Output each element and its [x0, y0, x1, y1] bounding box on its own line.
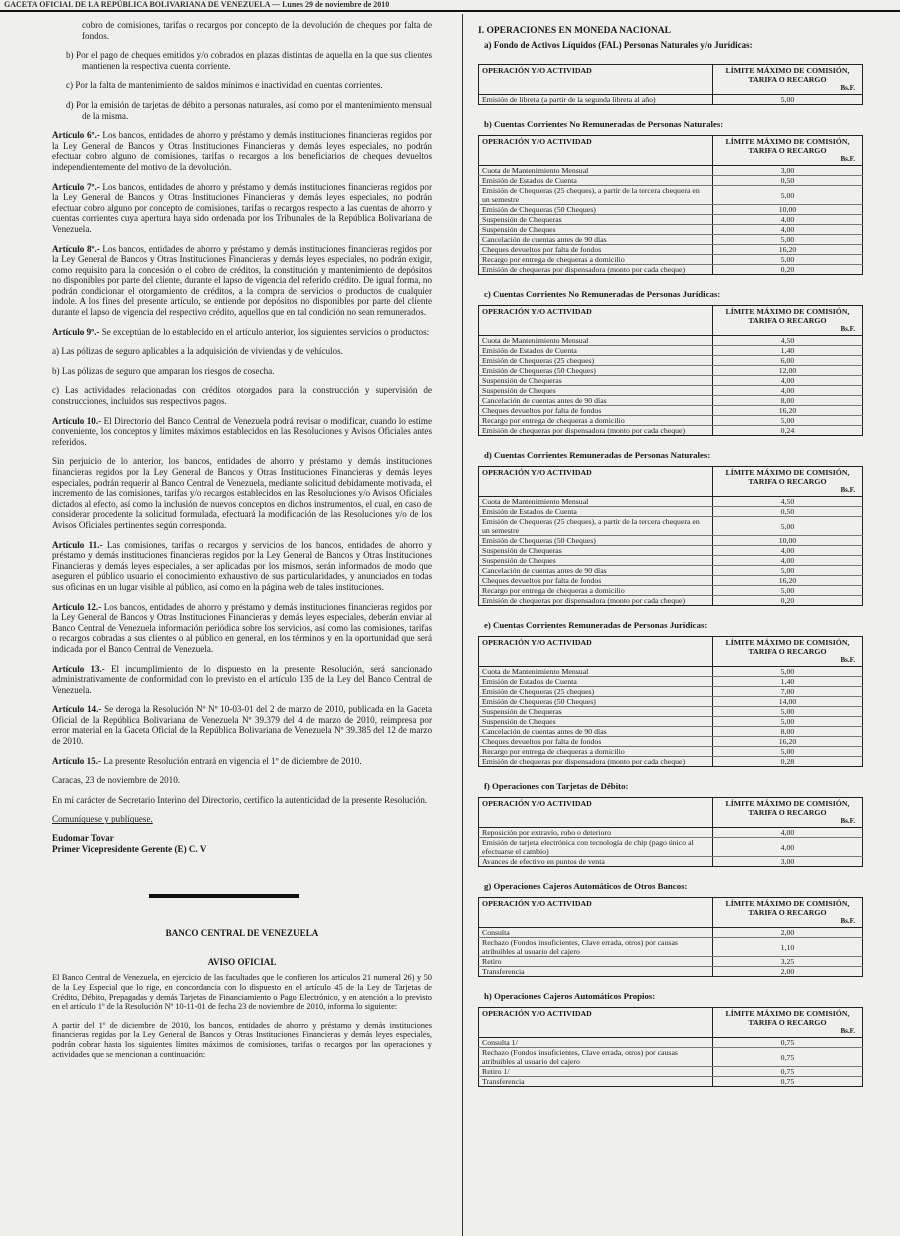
table-row [479, 586, 863, 596]
table-row [479, 386, 863, 396]
table-row [479, 727, 863, 737]
comuniquese: Comuníquese y publíquese. [52, 814, 153, 825]
fee-value-cell: 3,00 [713, 857, 863, 867]
table-row [479, 697, 863, 707]
table-row [479, 1048, 863, 1067]
table-row [479, 857, 863, 867]
fee-value-cell: 0,20 [713, 265, 863, 275]
column-header-operation: OPERACIÓN Y/O ACTIVIDAD [479, 65, 713, 95]
article-7: Artículo 7º.- Los bancos, entidades de ahorro y préstamo y demás instituciones financieras regidos por la Ley General de Bancos y Otras Instituciones Financieras y demás leyes especiales, no podrán efectuar cobro alguno por concepto de comisiones, tarifas o recargos respecto a las cuentas de ahorro y cuentas corrientes cuya apertura haya sido ordenada por los Tribunales de la República Bolivariana de Venezuela. [52, 181, 433, 234]
table-row [479, 346, 863, 356]
column-header-limit: LÍMITE MÁXIMO DE COMISIÓN, TARIFA O RECARGO Bs.F. [713, 798, 863, 828]
table-row [479, 967, 863, 977]
operation-cell: Emisión de Estados de Cuenta [479, 507, 713, 517]
fee-value-cell: 2,00 [713, 928, 863, 938]
article-10: Artículo 10.- El Directorio del Banco Central de Venezuela podrá revisar o modificar, cuando lo estime conveniente, los conceptos y límites máximos establecidos en las Resoluciones y Avisos Oficiales antes referidos. [52, 415, 433, 447]
operation-cell: Emisión de Estados de Cuenta [479, 346, 713, 356]
fee-table-wrapper [478, 797, 863, 867]
currency-unit: Bs.F. [840, 656, 855, 664]
column-header-operation: OPERACIÓN Y/O ACTIVIDAD [479, 467, 713, 497]
operation-cell: Cheques devueltos por falta de fondos [479, 245, 713, 255]
column-header-limit: LÍMITE MÁXIMO DE COMISIÓN, TARIFA O RECARGO Bs.F. [713, 467, 863, 497]
operation-cell: Consulta 1/ [479, 1038, 713, 1048]
table-row [479, 687, 863, 697]
table-row [479, 707, 863, 717]
fee-value-cell: 4,00 [713, 215, 863, 225]
operation-cell: Emisión de tarjeta electrónica con tecnología de chip (pago único al efectuarse el cambio) [479, 838, 713, 857]
fee-value-cell: 2,00 [713, 967, 863, 977]
operation-cell: Rechazo (Fondos insuficientes, Clave errada, otros) por causas atribuibles al usuario del cajero [479, 938, 713, 957]
fee-value-cell: 5,00 [713, 517, 863, 536]
table-row [479, 186, 863, 205]
operation-cell: Recargo por entrega de chequeras a domicilio [479, 255, 713, 265]
table-row [479, 747, 863, 757]
fee-value-cell: 10,00 [713, 536, 863, 546]
fee-value-cell: 0,20 [713, 596, 863, 606]
fee-value-cell: 0,75 [713, 1038, 863, 1048]
page-running-header: GACETA OFICIAL DE LA REPÚBLICA BOLIVARIANA DE VENEZUELA — Lunes 29 de noviembre de 2010 [0, 0, 900, 12]
fee-table-wrapper [478, 466, 863, 606]
table-heading: c) Cuentas Corrientes No Remuneradas de Personas Jurídicas: [484, 289, 721, 299]
fee-table-wrapper [478, 897, 863, 977]
fee-value-cell: 8,00 [713, 396, 863, 406]
operation-cell: Cancelación de cuentas antes de 90 días [479, 235, 713, 245]
bank-title: BANCO CENTRAL DE VENEZUELA [165, 928, 319, 939]
table-row [479, 255, 863, 265]
column-divider [462, 14, 463, 1236]
fee-value-cell: 5,00 [713, 416, 863, 426]
table-row [479, 235, 863, 245]
fee-value-cell: 1,40 [713, 677, 863, 687]
fee-value-cell: 4,00 [713, 376, 863, 386]
table-row [479, 396, 863, 406]
operation-cell: Cancelación de cuentas antes de 90 días [479, 566, 713, 576]
operation-cell: Suspensión de Cheques [479, 225, 713, 235]
currency-unit: Bs.F. [840, 325, 855, 333]
operation-cell: Emisión de Chequeras (25 cheques) [479, 687, 713, 697]
fee-value-cell: 6,00 [713, 356, 863, 366]
operation-cell: Consulta [479, 928, 713, 938]
signer-title: Primer Vicepresidente Gerente (E) C. V [52, 843, 207, 854]
table-heading: h) Operaciones Cajeros Automáticos Propios: [484, 991, 656, 1001]
column-header-limit: LÍMITE MÁXIMO DE COMISIÓN, TARIFA O RECARGO Bs.F. [713, 65, 863, 95]
fee-value-cell: 3,25 [713, 957, 863, 967]
fee-table [478, 797, 863, 867]
column-header-limit: LÍMITE MÁXIMO DE COMISIÓN, TARIFA O RECARGO Bs.F. [713, 637, 863, 667]
fee-value-cell: 3,00 [713, 166, 863, 176]
operation-cell: Emisión de chequeras por dispensadora (monto por cada cheque) [479, 757, 713, 767]
operation-cell: Suspensión de Chequeras [479, 707, 713, 717]
article-13: Artículo 13.- El incumplimiento de lo dispuesto en la presente Resolución, será sancionado administrativamente de conformidad con lo previsto en el artículo 135 de la Ley del Banco Central de Venezuela. [52, 663, 432, 695]
table-row [479, 667, 863, 677]
operation-cell: Cuota de Mantenimiento Mensual [479, 667, 713, 677]
table-header-row [479, 65, 863, 95]
table-row [479, 556, 863, 566]
table-heading: f) Operaciones con Tarjetas de Débito: [484, 781, 629, 791]
table-row [479, 576, 863, 586]
list-item-c: c) Por la falta de mantenimiento de saldos mínimos e inactividad en cuentas corrientes. [66, 80, 383, 91]
article-15: Artículo 15.- La presente Resolución entrará en vigencia el 1º de diciembre de 2010. [52, 755, 362, 766]
fee-value-cell: 14,00 [713, 697, 863, 707]
table-row [479, 215, 863, 225]
fee-value-cell: 4,50 [713, 336, 863, 346]
table-row [479, 497, 863, 507]
column-header-operation: OPERACIÓN Y/O ACTIVIDAD [479, 306, 713, 336]
aviso-paragraph-2: A partir del 1º de diciembre de 2010, los bancos, entidades de ahorro y préstamo y demás instituciones financieras regidas por la Ley General de Bancos y Otras Instituciones Financieras y demás leyes especiales, podrán cobrar hasta los siguientes límites máximos de comisiones, tarifas o recargos por las operaciones y actividades que se mencionan a continuación: [52, 1020, 432, 1059]
table-row [479, 1067, 863, 1077]
fee-value-cell: 4,00 [713, 386, 863, 396]
place-date: Caracas, 23 de noviembre de 2010. [52, 775, 181, 786]
operation-cell: Suspensión de Chequeras [479, 546, 713, 556]
table-row [479, 546, 863, 556]
table-row [479, 566, 863, 576]
table-row [479, 356, 863, 366]
fee-value-cell: 0,75 [713, 1048, 863, 1067]
separator-rule [149, 894, 299, 898]
fee-table [478, 64, 863, 105]
fee-value-cell: 0,28 [713, 757, 863, 767]
operation-cell: Retiro [479, 957, 713, 967]
table-row [479, 245, 863, 255]
fee-value-cell: 4,00 [713, 838, 863, 857]
fee-value-cell: 5,00 [713, 667, 863, 677]
operation-cell: Emisión de Chequeras (25 cheques) [479, 356, 713, 366]
fee-table [478, 466, 863, 606]
fee-value-cell: 5,00 [713, 717, 863, 727]
table-row [479, 828, 863, 838]
operation-cell: Emisión de Estados de Cuenta [479, 677, 713, 687]
table-row [479, 336, 863, 346]
operation-cell: Emisión de chequeras por dispensadora (monto por cada cheque) [479, 265, 713, 275]
table-row [479, 677, 863, 687]
article-10-paragraph-2: Sin perjuicio de lo anterior, los bancos, entidades de ahorro y préstamo y demás instituciones financieras regidos por la Ley General de Bancos y Otras Instituciones Financieras y demás leyes especiales, podrán requerir al Banco Central de Venezuela, mediante solicitud debidamente motivada, el incremento de las comisiones, tarifas y/o recargos establecidos en las Resoluciones y/o Avisos Oficiales dictados al efecto, así como la inclusión de nuevos conceptos en dichos instrumentos, el cual, en caso de considerar procedente la solicitud formulada, efectuará la modificación de las Resoluciones y/o de los Avisos Oficiales pertinentes según corresponda. [52, 456, 432, 530]
aviso-title: AVISO OFICIAL [207, 956, 277, 967]
fee-table [478, 305, 863, 436]
operation-cell: Suspensión de Cheques [479, 386, 713, 396]
fee-table-wrapper [478, 305, 863, 436]
table-row [479, 406, 863, 416]
column-header-limit: LÍMITE MÁXIMO DE COMISIÓN, TARIFA O RECARGO Bs.F. [713, 136, 863, 166]
fee-value-cell: 5,00 [713, 586, 863, 596]
operation-cell: Cheques devueltos por falta de fondos [479, 576, 713, 586]
operation-cell: Emisión de chequeras por dispensadora (monto por cada cheque) [479, 596, 713, 606]
operation-cell: Suspensión de Cheques [479, 556, 713, 566]
fee-value-cell: 7,00 [713, 687, 863, 697]
operation-cell: Suspensión de Chequeras [479, 376, 713, 386]
table-row [479, 957, 863, 967]
column-header-operation: OPERACIÓN Y/O ACTIVIDAD [479, 637, 713, 667]
fee-value-cell: 0,75 [713, 1077, 863, 1087]
fee-table-wrapper [478, 135, 863, 275]
fee-value-cell: 16,20 [713, 406, 863, 416]
table-row [479, 757, 863, 767]
intro-text: cobro de comisiones, tarifas o recargos por concepto de la devolución de cheques por falta de fondos. [82, 20, 432, 41]
fee-value-cell: 4,50 [713, 497, 863, 507]
operation-cell: Emisión de Chequeras (50 Cheques) [479, 536, 713, 546]
article-9-item-c: c) Las actividades relacionadas con créditos otorgados para la construcción y supervisión de construcciones, incluidos sus respectivos pagos. [52, 385, 432, 407]
column-header-limit: LÍMITE MÁXIMO DE COMISIÓN, TARIFA O RECARGO Bs.F. [713, 898, 863, 928]
column-header-operation: OPERACIÓN Y/O ACTIVIDAD [479, 136, 713, 166]
operation-cell: Retiro 1/ [479, 1067, 713, 1077]
fee-value-cell: 5,00 [713, 95, 863, 105]
table-heading: g) Operaciones Cajeros Automáticos de Otros Bancos: [484, 881, 688, 891]
operation-cell: Suspensión de Cheques [479, 717, 713, 727]
article-9-item-b: b) Las pólizas de seguro que amparan los riesgos de cosecha. [52, 365, 275, 376]
list-item-d: d) Por la emisión de tarjetas de débito a personas naturales, así como por el mantenimiento mensual de la misma. [66, 99, 432, 121]
fee-table [478, 1007, 863, 1087]
fee-value-cell: 0,24 [713, 426, 863, 436]
table-row [479, 225, 863, 235]
fee-tables [478, 40, 863, 1087]
table-heading: e) Cuentas Corrientes Remuneradas de Personas Jurídicas: [484, 620, 708, 630]
table-header-row [479, 898, 863, 928]
fee-value-cell: 4,00 [713, 225, 863, 235]
table-row [479, 737, 863, 747]
fee-value-cell: 1,40 [713, 346, 863, 356]
table-header-row [479, 1008, 863, 1038]
table-row [479, 536, 863, 546]
currency-unit: Bs.F. [840, 1027, 855, 1035]
column-header-limit: LÍMITE MÁXIMO DE COMISIÓN, TARIFA O RECARGO Bs.F. [713, 1008, 863, 1038]
article-14: Artículo 14.- Se deroga la Resolución Nº Nº 10-03-01 del 2 de marzo de 2010, publicada en la Gaceta Oficial de la República Bolivariana de Venezuela Nº 39.379 del 4 de marzo de 2010, reimpresa por error material en la Gaceta Oficial de la República Bolivariana de Venezuela Nº 39.385 del 12 de marzo de 2010. [52, 704, 432, 747]
operation-cell: Emisión de Chequeras (25 cheques), a partir de la tercera chequera en un semestre [479, 186, 713, 205]
fee-table [478, 135, 863, 275]
article-11: Artículo 11.- Las comisiones, tarifas o recargos y servicios de los bancos, entidades de ahorro y préstamo y demás instituciones financieras regidos por la Ley General de Bancos y Otras Instituciones Financieras y demás leyes especiales, a ser aplicadas por los mismos, serán informados de modo que aseguren el público usuario el conocimiento exhaustivo de sus particularidades, y anunciados en todas sus oficinas en un lugar visible al público, así como en la página web de tales instituciones. [52, 539, 433, 592]
fee-value-cell: 4,00 [713, 546, 863, 556]
operation-cell: Cheques devueltos por falta de fondos [479, 406, 713, 416]
fee-value-cell: 5,00 [713, 186, 863, 205]
operation-cell: Reposición por extravío, robo o deterioro [479, 828, 713, 838]
column-header-limit: LÍMITE MÁXIMO DE COMISIÓN, TARIFA O RECARGO Bs.F. [713, 306, 863, 336]
table-header-row [479, 467, 863, 497]
fee-value-cell: 8,00 [713, 727, 863, 737]
fee-value-cell: 5,00 [713, 707, 863, 717]
column-header-operation: OPERACIÓN Y/O ACTIVIDAD [479, 798, 713, 828]
operation-cell: Cuota de Mantenimiento Mensual [479, 166, 713, 176]
fee-value-cell: 4,00 [713, 556, 863, 566]
currency-unit: Bs.F. [840, 486, 855, 494]
operation-cell: Emisión de Chequeras (50 Cheques) [479, 697, 713, 707]
operation-cell: Cancelación de cuentas antes de 90 días [479, 727, 713, 737]
operation-cell: Emisión de chequeras por dispensadora (monto por cada cheque) [479, 426, 713, 436]
table-row [479, 176, 863, 186]
table-heading: d) Cuentas Corrientes Remuneradas de Personas Naturales: [484, 450, 711, 460]
operation-cell: Recargo por entrega de chequeras a domicilio [479, 586, 713, 596]
table-header-row [479, 136, 863, 166]
table-row [479, 416, 863, 426]
currency-unit: Bs.F. [840, 917, 855, 925]
table-row [479, 166, 863, 176]
article-9-item-a: a) Las pólizas de seguro aplicables a la adquisición de viviendas y de vehículos. [52, 346, 343, 357]
article-9: Artículo 9º.- Se exceptúan de lo establecido en el artículo anterior, los siguientes servicios o productos: [52, 326, 430, 337]
operation-cell: Emisión de Estados de Cuenta [479, 176, 713, 186]
fee-value-cell: 4,00 [713, 828, 863, 838]
section-title: I. OPERACIONES EN MONEDA NACIONAL [478, 26, 671, 36]
operation-cell: Emisión de Chequeras (50 Cheques) [479, 205, 713, 215]
operation-cell: Transferencia [479, 1077, 713, 1087]
article-8: Artículo 8º.- Los bancos, entidades de ahorro y préstamo y demás instituciones financieras regidos por la Ley General de Bancos y Otras Instituciones Financieras y demás leyes especiales, no podrán exigir, como requisito para la concesión o el cobro de créditos, la constitución y mantenimiento de depósitos no disponibles por parte del cliente, durante el lapso de vigencia del referido crédito. De igual forma, no podrán condicionar el otorgamiento de créditos, a la compra de servicios o productos de cualquier índole. A los fines del presente artículo, se entiende por depósitos no disponibles por parte del cliente durante el lapso de vigencia del respectivo crédito, aquellos que en tal condición no sean remunerados. [52, 243, 433, 318]
fee-table-wrapper [478, 64, 863, 105]
table-row [479, 838, 863, 857]
table-row [479, 95, 863, 105]
operation-cell: Transferencia [479, 967, 713, 977]
fee-value-cell: 5,00 [713, 566, 863, 576]
fee-value-cell: 0,50 [713, 176, 863, 186]
currency-unit: Bs.F. [840, 84, 855, 92]
table-header-row [479, 306, 863, 336]
fee-value-cell: 5,00 [713, 255, 863, 265]
fee-table-wrapper [478, 1007, 863, 1087]
operation-cell: Suspensión de Chequeras [479, 215, 713, 225]
right-column [478, 18, 863, 1093]
operation-cell: Emisión de libreta (a partir de la segunda libreta al año) [479, 95, 713, 105]
left-column [52, 20, 432, 1068]
table-row [479, 205, 863, 215]
table-header-row [479, 798, 863, 828]
fee-table-wrapper [478, 636, 863, 767]
fee-value-cell: 16,20 [713, 245, 863, 255]
fee-table [478, 897, 863, 977]
column-header-operation: OPERACIÓN Y/O ACTIVIDAD [479, 1008, 713, 1038]
list-item-b: b) Por el pago de cheques emitidos y/o cobrados en plazas distintas de aquella en la que sus clientes mantienen la respectiva cuenta corriente. [66, 50, 432, 71]
operation-cell: Recargo por entrega de chequeras a domicilio [479, 747, 713, 757]
fee-value-cell: 1,10 [713, 938, 863, 957]
table-row [479, 596, 863, 606]
table-row [479, 928, 863, 938]
fee-value-cell: 12,00 [713, 366, 863, 376]
aviso-paragraph-1: El Banco Central de Venezuela, en ejercicio de las facultades que le confieren los artículos 21 numeral 26) y 50 de la Ley Especial que lo rige, en concordancia con lo dispuesto en el artículo 45 de la Ley de Tarjetas de Crédito, Débito, Prepagadas y demás Tarjetas de Financiamiento o Pago Electrónico, y en atención a lo previsto en el artículo 1º de la Resolución Nº 10-11-01 de fecha 23 de noviembre de 2010, informa lo siguiente: [52, 973, 432, 1012]
fee-value-cell: 0,50 [713, 507, 863, 517]
article-6: Artículo 6º.- Los bancos, entidades de ahorro y préstamo y demás instituciones financieras regidos por la Ley General de Bancos y Otras Instituciones Financieras y demás leyes especiales, no podrán efectuar cobro alguno de comisiones, tarifas o recargos a los beneficiarios de cheques devueltos independientemente del motivo de la devolución. [52, 130, 433, 172]
operation-cell: Cuota de Mantenimiento Mensual [479, 336, 713, 346]
fee-value-cell: 10,00 [713, 205, 863, 215]
fee-value-cell: 16,20 [713, 576, 863, 586]
fee-table [478, 636, 863, 767]
table-row [479, 517, 863, 536]
fee-value-cell: 0,75 [713, 1067, 863, 1077]
table-row [479, 366, 863, 376]
operation-cell: Cancelación de cuentas antes de 90 días [479, 396, 713, 406]
article-12: Artículo 12.- Los bancos, entidades de ahorro y préstamo y demás instituciones financieras regidos por la Ley General de Bancos y Otras Instituciones Financieras y demás leyes especiales, deberán enviar al Banco Central de Venezuela información periódica sobre los servicios, así como las comisiones, tarifas o recargos cobradas a sus clientes o al público en general, en los términos y en la oportunidad que será indicada por el Banco Central de Venezuela. [52, 601, 433, 654]
table-heading: a) Fondo de Activos Líquidos (FAL) Personas Naturales y/o Jurídicas: [484, 40, 753, 50]
operation-cell: Cuota de Mantenimiento Mensual [479, 497, 713, 507]
fee-value-cell: 5,00 [713, 747, 863, 757]
table-row [479, 426, 863, 436]
operation-cell: Recargo por entrega de chequeras a domicilio [479, 416, 713, 426]
signer-name: Eudomar Tovar [52, 833, 114, 844]
operation-cell: Rechazo (Fondos insuficientes, Clave errada, otros) por causas atribuibles al usuario del cajero [479, 1048, 713, 1067]
operation-cell: Avances de efectivo en puntos de venta [479, 857, 713, 867]
operation-cell: Cheques devueltos por falta de fondos [479, 737, 713, 747]
table-heading: b) Cuentas Corrientes No Remuneradas de Personas Naturales: [484, 119, 724, 129]
fee-value-cell: 5,00 [713, 235, 863, 245]
certification: En mi carácter de Secretario Interino del Directorio, certifico la autenticidad de la presente Resolución. [52, 794, 428, 805]
operation-cell: Emisión de Chequeras (50 Cheques) [479, 366, 713, 376]
table-header-row [479, 637, 863, 667]
currency-unit: Bs.F. [840, 817, 855, 825]
table-row [479, 1077, 863, 1087]
table-row [479, 265, 863, 275]
table-row [479, 938, 863, 957]
table-row [479, 507, 863, 517]
currency-unit: Bs.F. [840, 155, 855, 163]
table-row [479, 1038, 863, 1048]
fee-value-cell: 16,20 [713, 737, 863, 747]
table-row [479, 376, 863, 386]
column-header-operation: OPERACIÓN Y/O ACTIVIDAD [479, 898, 713, 928]
operation-cell: Emisión de Chequeras (25 cheques), a partir de la tercera chequera en un semestre [479, 517, 713, 536]
table-row [479, 717, 863, 727]
